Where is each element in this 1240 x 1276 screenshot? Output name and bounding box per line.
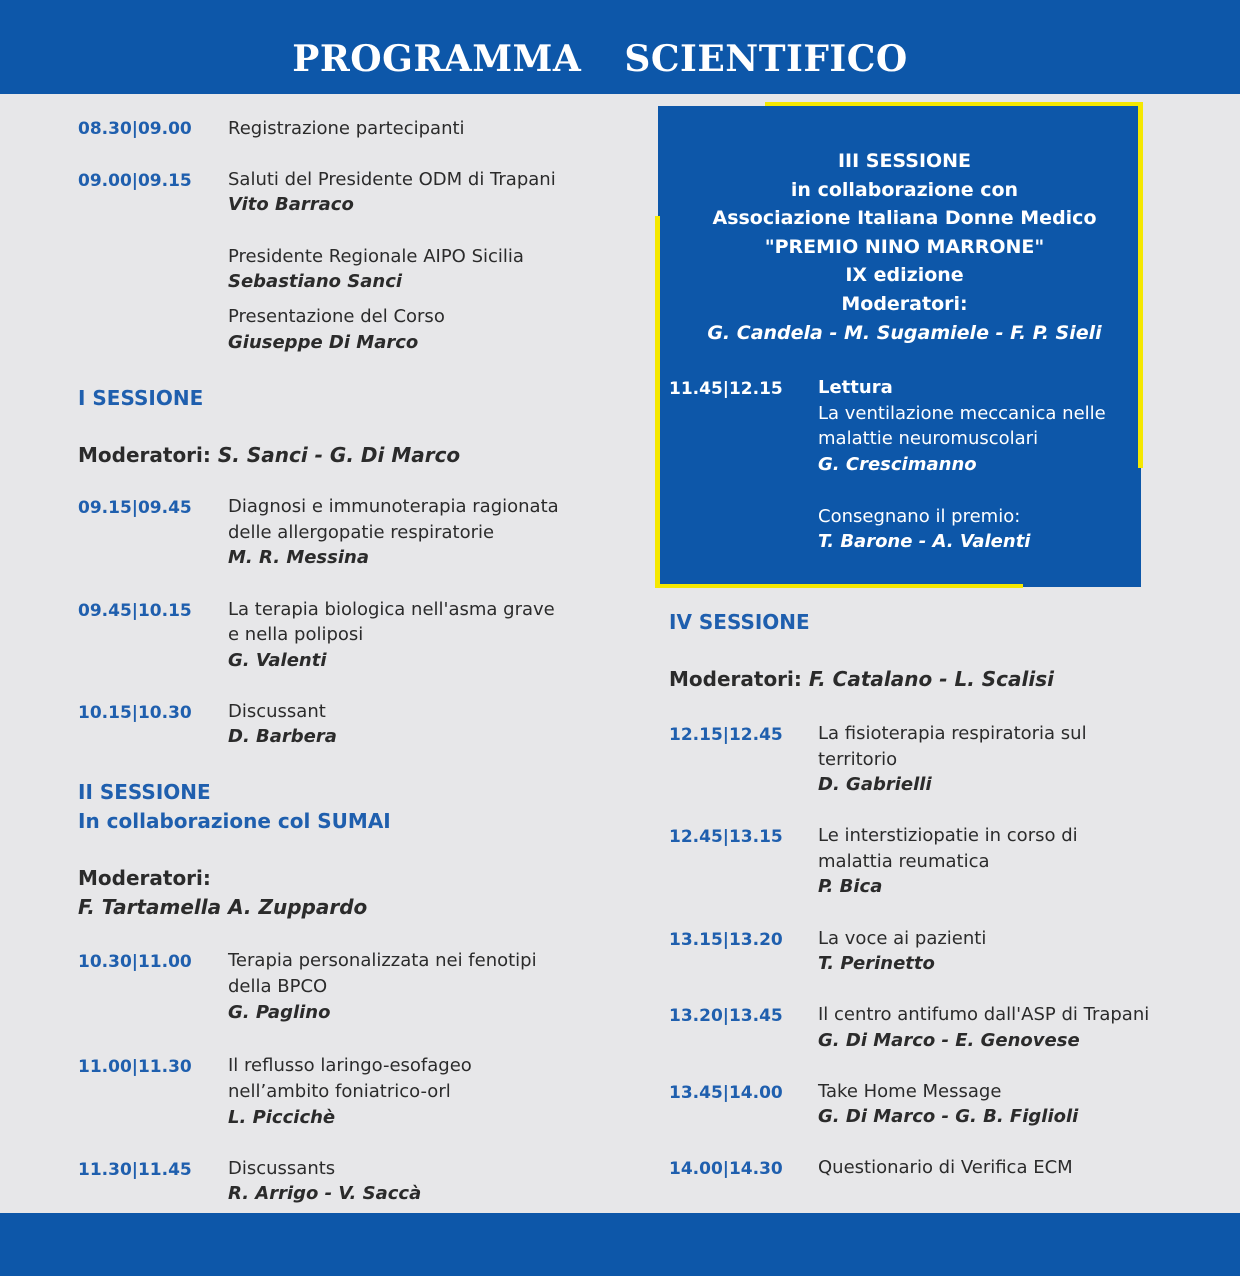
program-item-title: Terapia personalizzata nei fenotipi [228, 950, 537, 971]
time-slot: 08.30|09.00 [78, 119, 192, 139]
program-item-title: e nella poliposi [228, 624, 364, 645]
session-heading: IV SESSIONE [669, 610, 810, 634]
session-moderators [669, 665, 1054, 694]
program-item-title: Take Home Message [818, 1081, 1002, 1102]
speaker-name: Giuseppe Di Marco [228, 332, 419, 353]
moderators-label: Moderatori: [669, 667, 802, 691]
program-item-title: nell’ambito foniatrico-orl [228, 1081, 451, 1102]
time-slot: 13.20|13.45 [669, 1006, 783, 1026]
speaker-name: P. Bica [818, 876, 883, 897]
program-item-title: Registrazione partecipanti [228, 118, 465, 139]
time-slot: 11.30|11.45 [78, 1160, 192, 1180]
time-slot: 11.00|11.30 [78, 1057, 192, 1077]
speaker-name: G. Valenti [228, 650, 327, 671]
speaker-name: T. Perinetto [818, 953, 935, 974]
program-item-title: Discussant [228, 701, 326, 722]
time-slot: 13.45|14.00 [669, 1083, 783, 1103]
page-title: PROGRAMMA SCIENTIFICO [292, 38, 908, 80]
program-item-title: Questionario di Verifica ECM [818, 1157, 1073, 1178]
time-slot: 10.30|11.00 [78, 952, 192, 972]
speaker-name: R. Arrigo - V. Saccà [228, 1183, 422, 1204]
edition-label: IX edizione [845, 264, 964, 287]
speaker-name: D. Barbera [228, 726, 337, 747]
moderators-label: Moderatori: [78, 866, 211, 890]
time-slot: 12.15|12.45 [669, 725, 783, 745]
session-heading: I SESSIONE [78, 386, 204, 410]
program-item-title: territorio [818, 749, 898, 770]
moderators-names: S. Sanci - G. Di Marco [217, 443, 461, 467]
program-item-title: Il reflusso laringo-esofageo [228, 1055, 472, 1076]
speaker-name: Vito Barraco [228, 194, 354, 215]
time-slot: 14.00|14.30 [669, 1159, 783, 1179]
speaker-name: M. R. Messina [228, 547, 369, 568]
footer-bar [0, 1213, 1240, 1276]
moderators-names: F. Tartamella A. Zuppardo [78, 895, 368, 919]
moderators-label: Moderatori: [841, 292, 968, 315]
award-name: "PREMIO NINO MARRONE" [764, 235, 1045, 258]
session-subtitle: In collaborazione col SUMAI [78, 809, 391, 833]
speaker-name: G. Crescimanno [818, 454, 977, 475]
program-item-title: Il centro antifumo dall'ASP di Trapani [818, 1004, 1150, 1025]
program-item-title: malattia reumatica [818, 851, 990, 872]
moderators-names: F. Catalano - L. Scalisi [808, 667, 1055, 691]
time-slot: 10.15|10.30 [78, 703, 192, 723]
program-item-title: La voce ai pazienti [818, 928, 987, 949]
speaker-name: T. Barone - A. Valenti [818, 531, 1031, 552]
program-item-title: Discussants [228, 1158, 336, 1179]
program-item-title: malattie neuromuscolari [818, 428, 1039, 449]
session3-heading [658, 147, 1151, 347]
speaker-name: D. Gabrielli [818, 774, 932, 795]
time-slot: 12.45|13.15 [669, 827, 783, 847]
yellow-frame-bottom [655, 584, 1023, 588]
program-item-title: Presentazione del Corso [228, 306, 445, 327]
moderators-label: Moderatori: [78, 443, 211, 467]
speaker-name: G. Paglino [228, 1002, 331, 1023]
speaker-name: G. Di Marco - G. B. Figlioli [818, 1106, 1079, 1127]
time-slot: 09.45|10.15 [78, 601, 192, 621]
header-bar [0, 0, 1240, 94]
session-moderators [78, 441, 460, 470]
program-item-title: Saluti del Presidente ODM di Trapani [228, 169, 556, 190]
speaker-name: L. Piccichè [228, 1107, 336, 1128]
time-slot: 09.15|09.45 [78, 498, 192, 518]
session-moderators [78, 893, 367, 922]
yellow-frame-top [765, 102, 1143, 106]
program-item-title: Le interstiziopatie in corso di [818, 825, 1078, 846]
program-item-title: Diagnosi e immunoterapia ragionata [228, 496, 559, 517]
time-slot: 09.00|09.15 [78, 171, 192, 191]
moderators-names: G. Candela - M. Sugamiele - F. P. Sieli [707, 321, 1102, 344]
program-item-title: La fisioterapia respiratoria sul [818, 723, 1087, 744]
speaker-name: Sebastiano Sanci [228, 271, 403, 292]
program-item-title: delle allergopatie respiratorie [228, 522, 495, 543]
session-subtitle: Associazione Italiana Donne Medico [712, 207, 1097, 230]
speaker-name: G. Di Marco - E. Genovese [818, 1030, 1080, 1051]
program-item-title: Presidente Regionale AIPO Sicilia [228, 246, 524, 267]
lecture-label: Lettura [818, 377, 893, 398]
session-heading: III SESSIONE [837, 150, 972, 172]
session-heading: II SESSIONE [78, 780, 211, 804]
time-slot: 11.45|12.15 [669, 379, 783, 399]
program-item-title: della BPCO [228, 976, 328, 997]
program-item-title: La ventilazione meccanica nelle [818, 403, 1106, 424]
session-subtitle: in collaborazione con [790, 178, 1019, 201]
award-label: Consegnano il premio: [818, 506, 1021, 527]
program-item-title: La terapia biologica nell'asma grave [228, 599, 555, 620]
time-slot: 13.15|13.20 [669, 930, 783, 950]
